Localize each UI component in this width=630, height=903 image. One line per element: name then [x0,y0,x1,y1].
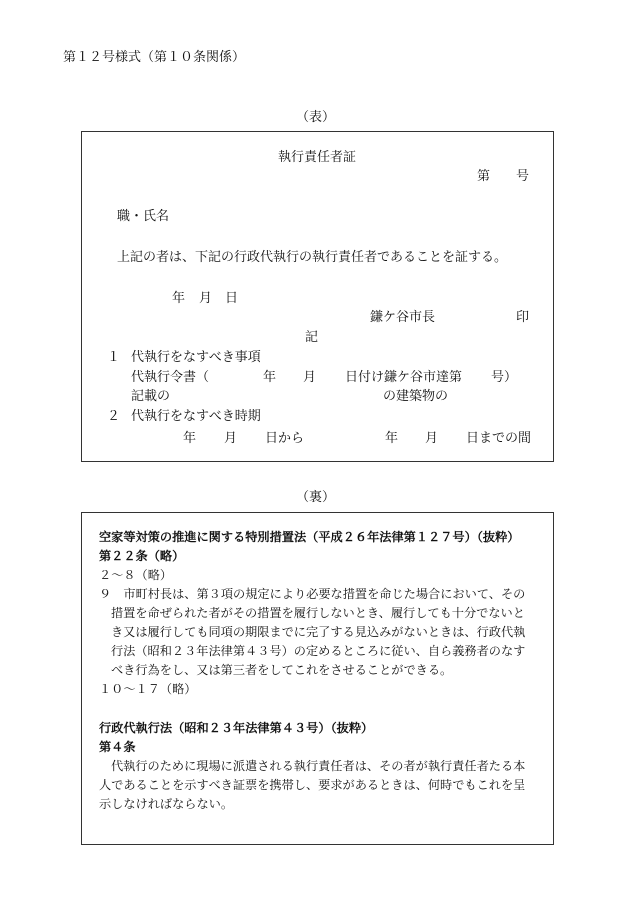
period-to-day: 日までの間 [466,430,532,445]
law1-paragraphs-10-17: １０～１７（略） [99,682,197,696]
period-from-day: 日から [265,430,305,445]
order-line-suffix: 号） [491,369,518,384]
law1-paragraph9-line: べき行為をし、又は第三者をしてこれをさせることができる。 [111,663,453,677]
building-line-prefix: 記載の [131,388,171,403]
law1-title: 空家等対策の推進に関する特別措置法（平成２６年法律第１２７号）（抜粋） [99,530,520,544]
issuer-name: 鎌ケ谷市長 [370,309,436,324]
issue-date-month: 月 [199,290,213,305]
back-side-label: （裏） [296,489,336,504]
order-line-day-suffix: 日付け鎌ケ谷市達第 [345,369,463,384]
period-from-year: 年 [183,430,197,445]
issue-date-day: 日 [225,290,239,305]
order-line-year: 年 [263,369,277,384]
period-from-month: 月 [224,430,238,445]
certificate-number-prefix: 第 [477,168,491,183]
law1-paragraph9-line: 行法（昭和２３年法律第４３号）の定めるところに従い、自ら義務者のなす [111,644,526,658]
law1-paragraphs-2-8: ２～８（略） [99,568,173,582]
item2-label: 代執行をなすべき時期 [131,408,261,423]
law2-body-line: 示しなければならない。 [99,797,234,811]
order-line-prefix: 代執行令書（ [131,369,210,384]
certificate-number-suffix: 号 [516,168,530,183]
form-number: 第１２号様式（第１０条関係） [63,49,246,64]
law2-article: 第４条 [99,740,136,754]
item1-label: 代執行をなすべき事項 [131,349,261,364]
law1-article: 第２２条（略） [99,549,185,563]
item2-number: ２ [107,408,121,423]
ki-heading: 記 [305,329,319,344]
period-to-month: 月 [425,430,439,445]
law1-paragraph9-line: 措置を命ぜられた者がその措置を履行しないとき、履行しても十分でないと [111,606,525,620]
law2-body-line: 人であることを示すべき証票を携帯し、要求があるときは、何時でもこれを呈 [99,778,526,792]
law2-title: 行政代執行法（昭和２３年法律第４３号）（抜粋） [99,721,374,735]
issue-date-year: 年 [172,290,186,305]
seal-mark: 印 [516,309,530,324]
law1-paragraph9-line: き又は履行しても同項の期限までに完了する見込みがないときは、行政代執 [111,625,526,639]
period-to-year: 年 [385,430,399,445]
item1-number: １ [107,349,121,364]
front-side-label: （表） [296,109,336,124]
law2-body-line: 代執行のために現場に派遣される執行責任者は、その者が執行責任者たる本 [111,759,526,773]
position-name-label: 職・氏名 [117,208,170,223]
order-line-month: 月 [303,369,317,384]
building-line-suffix: の建築物の [383,388,449,403]
certification-statement: 上記の者は、下記の行政代執行の執行責任者であることを証する。 [117,249,508,264]
certificate-title: 執行責任者証 [278,149,357,164]
law1-paragraph9-line: ９ 市町村長は、第３項の規定により必要な措置を命じた場合において、その [99,587,526,601]
